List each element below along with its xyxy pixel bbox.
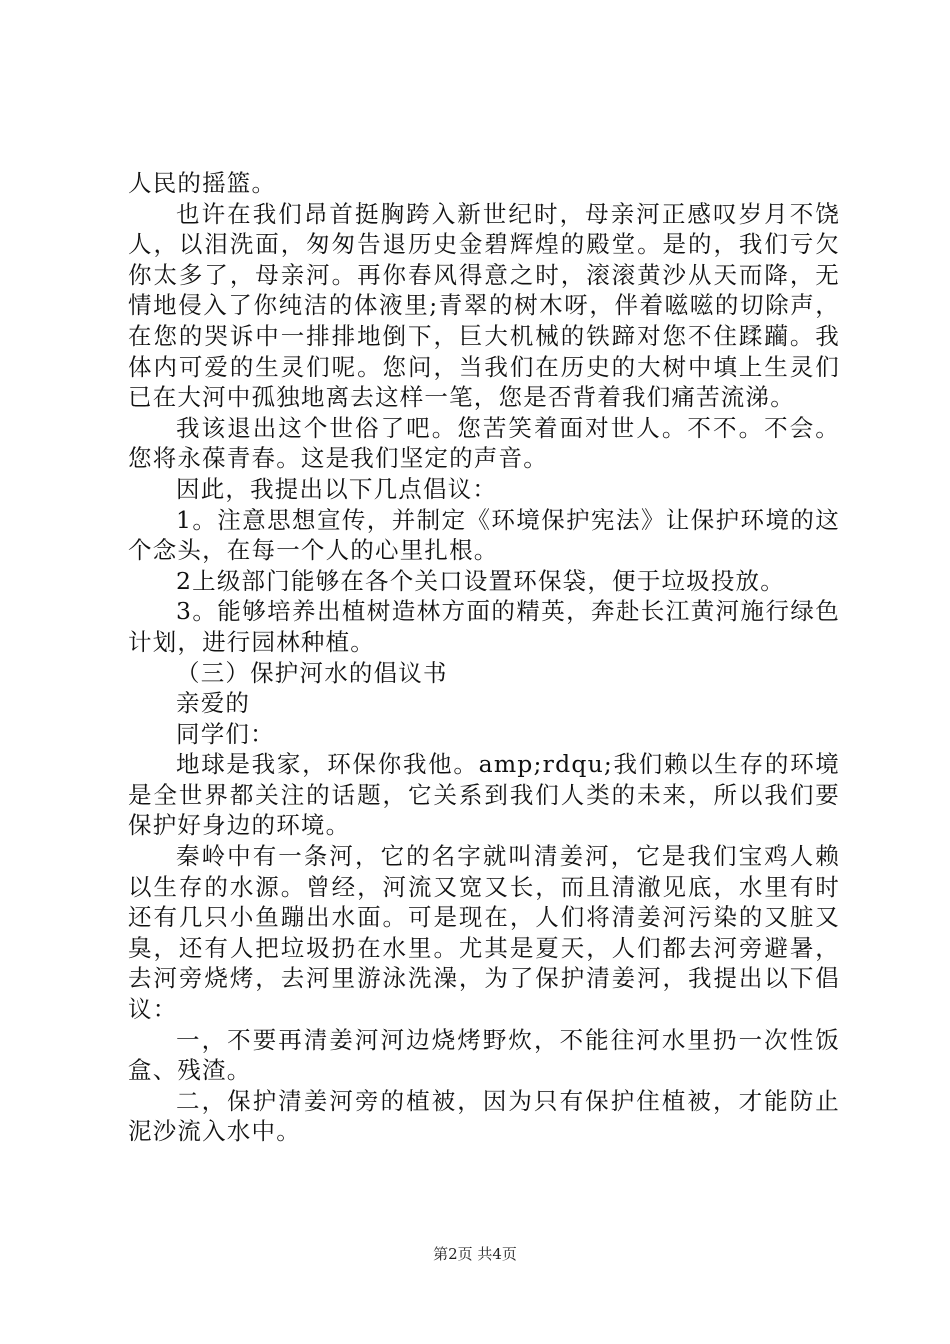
paragraph: 也许在我们昂首挺胸跨入新世纪时，母亲河正感叹岁月不饶人，以泪洗面，匆匆告退历史金碧辉煌的殿堂。是的，我们亏欠你太多了，母亲河。再你春风得意之时，滚滚黄沙从天而降，无情地侵入了你纯洁的体液里;青翠的树木呀，伴着嗞嗞的切除声，在您的哭诉中一排排地倒下，巨大机械的铁蹄对您不住蹂躏。我体内可爱的生灵们呢。您问，当我们在历史的大树中填上生灵们已在大河中孤独地离去这样一笔，您是否背着我们痛苦流涕。 [128, 199, 840, 412]
paragraph: 2上级部门能够在各个关口设置环保袋，便于垃圾投放。 [176, 566, 785, 595]
paragraph: 一，不要再清姜河河边烧烤野炊，不能往河水里扔一次性饭盒、残渣。 [128, 1025, 840, 1085]
paragraph: 因此，我提出以下几点倡议： [176, 474, 498, 503]
paragraph: 二，保护清姜河旁的植被，因为只有保护住植被，才能防止泥沙流入水中。 [128, 1086, 840, 1146]
paragraph: 我该退出这个世俗了吧。您苦笑着面对世人。不不。不会。您将永葆青春。这是我们坚定的声音。 [128, 413, 840, 473]
paragraph: 1。注意思想宣传，并制定《环境保护宪法》让保护环境的这个念头，在每一个人的心里扎根。 [128, 505, 840, 565]
salutation: 亲爱的 [176, 689, 251, 718]
page-number-footer: 第2页 共4页 [433, 1245, 517, 1263]
salutation: 同学们： [176, 719, 275, 748]
paragraph: 秦岭中有一条河，它的名字就叫清姜河，它是我们宝鸡人赖以生存的水源。曾经，河流又宽又长，而且清澈见底，水里有时还有几只小鱼蹦出水面。可是现在，人们将清姜河污染的又脏又臭，还有人把垃圾扔在水里。尤其是夏天，人们都去河旁避暑，去河旁烧烤，去河里游泳洗澡，为了保护清姜河，我提出以下倡议： [128, 842, 840, 1024]
paragraph: 地球是我家，环保你我他。amp;rdqu;我们赖以生存的环境是全世界都关注的话题，它关系到我们人类的未来，所以我们要保护好身边的环境。 [128, 750, 840, 840]
paragraph: 人民的摇篮。 [128, 169, 277, 197]
paragraph: 3。能够培养出植树造林方面的精英，奔赴长江黄河施行绿色计划，进行园林种植。 [128, 597, 840, 656]
section-heading: （三）保护河水的倡议书 [176, 658, 448, 687]
document-body [128, 168, 840, 1147]
